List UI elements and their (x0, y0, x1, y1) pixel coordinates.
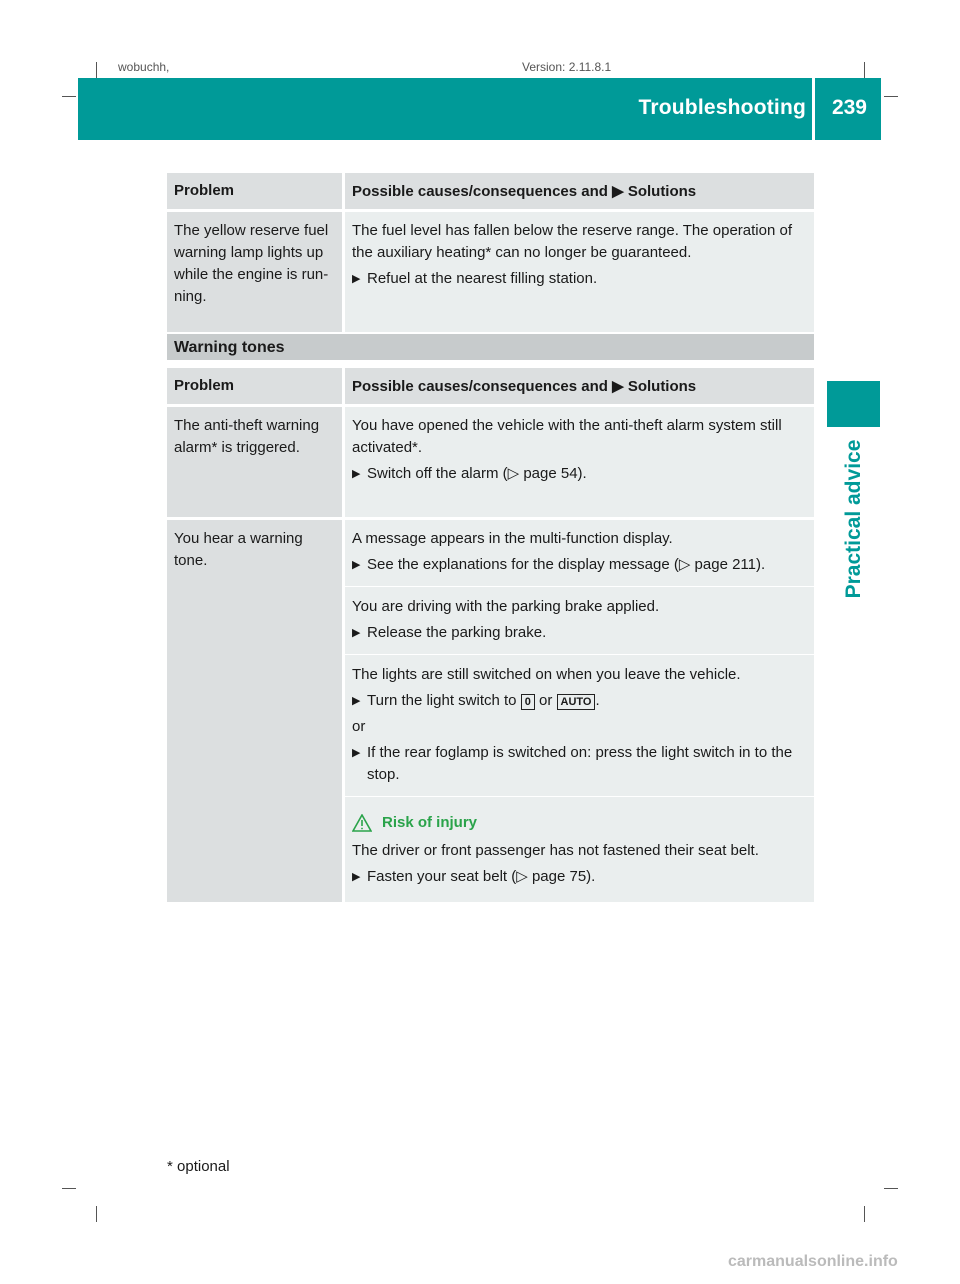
crop-mark (864, 1206, 865, 1222)
cause-text: You have opened the vehicle with the anti-theft alarm system still activated*. (352, 417, 782, 456)
problem-cell: You hear a warning tone. (167, 520, 342, 902)
step-arrow-icon: ▶ (352, 747, 361, 759)
step-text: Switch off the alarm (▷ page 54). (367, 465, 587, 482)
problem-cell: The yellow reserve fuel warning lamp lights up while the engine is run-ning. (167, 212, 342, 332)
cause-text: The driver or front passenger has not fastened their seat belt. (352, 842, 759, 859)
step-arrow-icon: ▶ (352, 871, 361, 883)
crop-mark (96, 62, 97, 78)
troubleshooting-table-warning-tones (167, 368, 814, 902)
footnote: * optional (167, 1158, 230, 1175)
crop-mark (96, 1206, 97, 1222)
solution-cell (345, 212, 814, 332)
page-number: 239 (831, 96, 867, 119)
solution-step (352, 866, 807, 888)
step-text: Fasten your seat belt (▷ page 75). (367, 868, 596, 885)
cause-text: The fuel level has fallen below the reserve range. The operation of the auxiliary heating* can no longer be guaranteed. (352, 222, 792, 261)
solution-cell (345, 407, 814, 517)
solution-step (352, 463, 807, 485)
step-text: Turn the light switch to 0 or AUTO . (367, 692, 600, 709)
cause-text: A message appears in the multi-function display. (352, 530, 673, 547)
solution-step (352, 622, 807, 644)
step-text: Refuel at the nearest filling station. (367, 270, 598, 287)
crop-mark (62, 1188, 76, 1189)
side-section-label: Practical advice (841, 439, 865, 599)
col-header-problem: Problem (167, 368, 342, 404)
cause-text: You are driving with the parking brake applied. (352, 598, 660, 615)
watermark: carmanualsonline.info (728, 1253, 898, 1270)
solution-block (352, 797, 807, 894)
or-text: or (352, 718, 366, 735)
chapter-title: Troubleshooting (638, 96, 806, 119)
troubleshooting-table-fuel (167, 173, 814, 332)
step-arrow-icon: ▶ (352, 273, 361, 285)
step-arrow-icon: ▶ (352, 559, 361, 571)
solution-block (352, 655, 807, 796)
crop-mark (62, 96, 76, 97)
section-heading: Warning tones (167, 334, 814, 360)
side-tab-marker (827, 381, 880, 427)
solution-block (352, 528, 807, 586)
light-switch-auto-icon: AUTO (557, 694, 596, 710)
banner-divider (812, 78, 815, 140)
step-arrow-icon: ▶ (352, 468, 361, 480)
warning-triangle-icon (352, 814, 372, 832)
problem-cell: The anti-theft warning alarm* is triggered. (167, 407, 342, 517)
crop-mark (884, 96, 898, 97)
solution-cell (345, 520, 814, 902)
step-text: Release the parking brake. (367, 624, 547, 641)
warning-heading (352, 812, 807, 834)
table-header (167, 173, 814, 209)
col-header-solutions: Possible causes/consequences and ▶ Solutions (345, 173, 814, 209)
solution-step (352, 742, 807, 786)
print-meta-left: wobuchh, (118, 60, 170, 74)
table-row (167, 520, 814, 902)
step-arrow-icon: ▶ (352, 695, 361, 707)
step-text: See the explanations for the display message (▷ page 211). (367, 556, 766, 573)
table-row (167, 407, 814, 517)
warning-title: Risk of injury (382, 814, 478, 831)
crop-mark (864, 62, 865, 78)
step-text: If the rear foglamp is switched on: press the light switch in to the stop. (367, 744, 793, 783)
chapter-banner (78, 78, 881, 140)
crop-mark (884, 1188, 898, 1189)
col-header-problem: Problem (167, 173, 342, 209)
table-row (167, 212, 814, 332)
step-arrow-icon: ▶ (352, 627, 361, 639)
solution-step (352, 690, 807, 712)
col-header-solutions: Possible causes/consequences and ▶ Solutions (345, 368, 814, 404)
cause-text: The lights are still switched on when you leave the vehicle. (352, 666, 741, 683)
print-meta-right: Version: 2.11.8.1 (522, 60, 612, 74)
solution-step (352, 268, 807, 290)
table-header (167, 368, 814, 404)
solution-step (352, 554, 807, 576)
light-switch-off-icon: 0 (521, 694, 535, 710)
solution-block (352, 587, 807, 654)
